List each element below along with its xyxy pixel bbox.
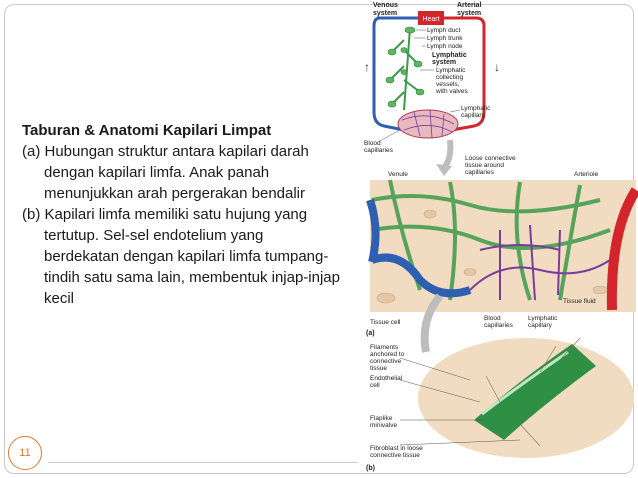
- label-tissue-cell: Tissue cell: [370, 319, 401, 326]
- label-panel-a: (a): [366, 330, 375, 337]
- label-blood-1: Blood: [364, 140, 381, 147]
- label-arterial: Arterial: [457, 2, 482, 9]
- slide-text: [22, 120, 342, 309]
- up-arrow-icon: ↑: [364, 60, 370, 74]
- label-loose-3: capillaries: [465, 169, 494, 176]
- label-lymphatic-system: system: [432, 59, 457, 66]
- label-flap-1: Flaplike: [370, 415, 393, 422]
- label-lymphatic: Lymphatic: [432, 52, 467, 59]
- label-filaments-4: tissue: [370, 365, 387, 372]
- label-tissue-fluid: Tissue fluid: [563, 298, 596, 305]
- label-arteriole: Arteriole: [574, 171, 599, 178]
- label-blood-cap-1: Blood: [484, 315, 501, 322]
- circulation-diagram: [364, 2, 491, 154]
- label-flap-2: minivalve: [370, 422, 398, 429]
- item-b: (b) Kapilari limfa memiliki satu hujung yang tertutup. Sel-sel endotelium yang berdekatan dengan kapilari limfa tumpang-tindih satu sama lain, membentuk injap-injap kecil: [22, 206, 340, 307]
- label-heart: Heart: [422, 16, 440, 23]
- panel-a: [366, 155, 636, 337]
- label-capillary-2: capillary: [461, 112, 485, 119]
- lymphatic-illustration: [355, 0, 638, 478]
- label-collecting-4: with valves: [436, 88, 468, 95]
- label-lymph-cap-1: Lymphatic: [528, 315, 558, 322]
- label-fibro-1: Fibroblast in loose: [370, 445, 423, 452]
- label-blood-cap-2: capillaries: [484, 322, 513, 329]
- label-venous-system: system: [373, 10, 398, 17]
- label-lymph-trunk: Lymph trunk: [427, 35, 463, 42]
- label-filaments-3: connective: [370, 358, 402, 365]
- label-filaments-2: anchored to: [370, 351, 405, 358]
- label-collecting-2: collecting: [436, 74, 464, 81]
- panel-b: [366, 338, 634, 472]
- label-panel-b: (b): [366, 465, 375, 472]
- label-lymph-cap-2: capillary: [528, 322, 552, 329]
- slide-title: Taburan & Anatomi Kapilari Limpat: [22, 122, 272, 139]
- label-collecting-3: vessels,: [436, 81, 460, 88]
- label-venule: Venule: [388, 171, 408, 178]
- page-number-badge: [8, 436, 42, 470]
- label-lymph-node: Lymph node: [427, 43, 463, 50]
- label-loose-2: tissue around: [465, 162, 505, 169]
- footer-rule: [48, 462, 358, 463]
- label-capillary-1: Lymphatic: [461, 105, 491, 112]
- label-lymph-duct: Lymph duct: [427, 27, 461, 34]
- label-loose-1: Loose connective: [465, 155, 516, 162]
- label-arterial-system: system: [457, 10, 482, 17]
- label-collecting-1: Lymphatic: [436, 67, 466, 74]
- label-filaments-1: Filaments: [370, 344, 399, 351]
- capillary-bed: [398, 110, 458, 138]
- label-endo-2: cell: [370, 382, 380, 389]
- page-number: 11: [19, 447, 31, 459]
- item-a: (a) Hubungan struktur antara kapilari darah dengan kapilari limfa. Anak panah menunjukkan arah pergerakan bendalir: [22, 143, 309, 202]
- lymph-tree: [390, 28, 420, 110]
- connector-arrow-a: [444, 140, 450, 168]
- label-blood-2: capillaries: [364, 147, 393, 154]
- label-fibro-2: connective tissue: [370, 452, 420, 459]
- label-venous: Venous: [373, 2, 398, 9]
- label-endo-1: Endothelial: [370, 375, 403, 382]
- down-arrow-icon: ↓: [494, 60, 500, 74]
